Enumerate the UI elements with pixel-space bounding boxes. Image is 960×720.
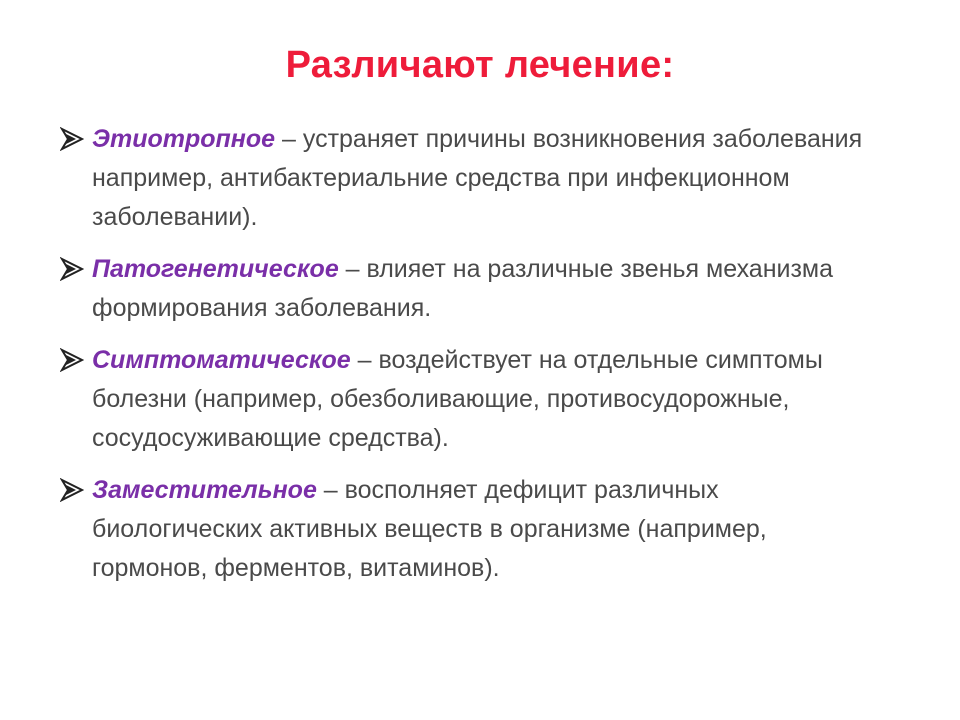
arrowhead-bullet-icon [60,257,84,281]
bullet-text: – восполняет дефицит различных биологических активных веществ в организме (например, гормонов, ферментов, витаминов). [92,476,767,582]
bullet-item-replacement [58,471,878,588]
bullet-text: – воздействует на отдельные симптомы болезни (например, обезболивающие, противосудорожные, сосудосуживающие средства). [92,346,823,452]
arrowhead-bullet-icon [60,478,84,502]
bullet-term: Патогенетическое [92,255,339,283]
bullet-term: Симптоматическое [92,346,351,374]
bullet-text: – влияет на различные звенья механизма формирования заболевания. [92,255,834,322]
bullet-item-symptomatic [58,341,878,458]
bullet-item-etiotropic [58,120,878,237]
bullet-item-pathogenetic [58,250,878,328]
bullet-list [58,120,878,601]
bullet-text: – устраняет причины возникновения заболевания например, антибактериальние средства при инфекционном заболевании). [92,125,863,231]
bullet-term: Этиотропное [92,125,276,153]
arrowhead-bullet-icon [60,348,84,372]
slide-title: Различают лечение: [285,44,675,86]
bullet-term: Заместительное [92,476,317,504]
arrowhead-bullet-icon [60,127,84,151]
